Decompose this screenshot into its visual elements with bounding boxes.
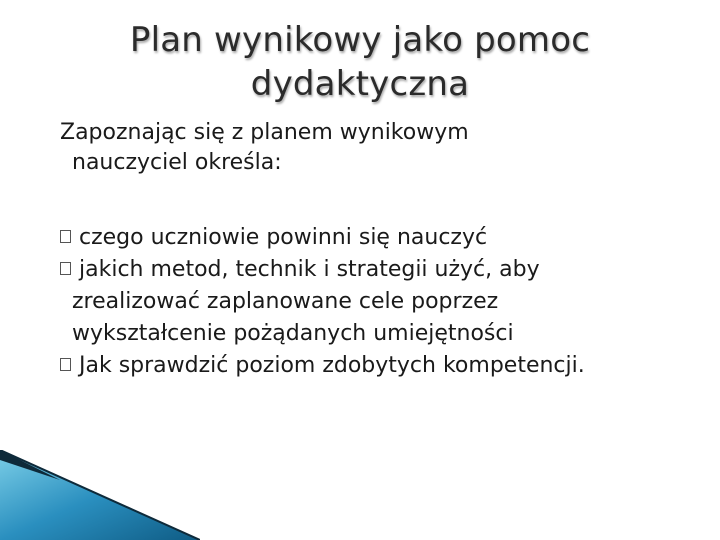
intro-line-2: nauczyciel określa: <box>72 150 282 175</box>
list-item <box>60 254 700 350</box>
slide-title <box>60 18 660 106</box>
title-line-2: dydaktyczna <box>250 64 470 104</box>
bullet-box-icon <box>60 230 71 243</box>
bullet-text: jakich metod, technik i strategii użyć, aby <box>79 257 540 282</box>
list-item <box>60 350 700 382</box>
intro-text <box>60 118 680 178</box>
bullet-text: Jak sprawdzić poziom zdobytych kompetencji. <box>79 353 585 378</box>
bullet-box-icon <box>60 358 71 371</box>
intro-line-1: Zapoznając się z planem wynikowym <box>60 120 469 145</box>
bullet-text-continued: wykształcenie pożądanych umiejętności <box>72 321 514 346</box>
title-line-1: Plan wynikowy jako pomoc <box>129 20 591 60</box>
list-item <box>60 222 700 254</box>
bullet-text-continued: zrealizować zaplanowane cele poprzez <box>72 289 499 314</box>
bullet-text: czego uczniowie powinni się nauczyć <box>79 225 488 250</box>
bullet-box-icon <box>60 262 71 275</box>
bullet-list <box>60 222 700 382</box>
corner-decoration <box>0 450 200 540</box>
